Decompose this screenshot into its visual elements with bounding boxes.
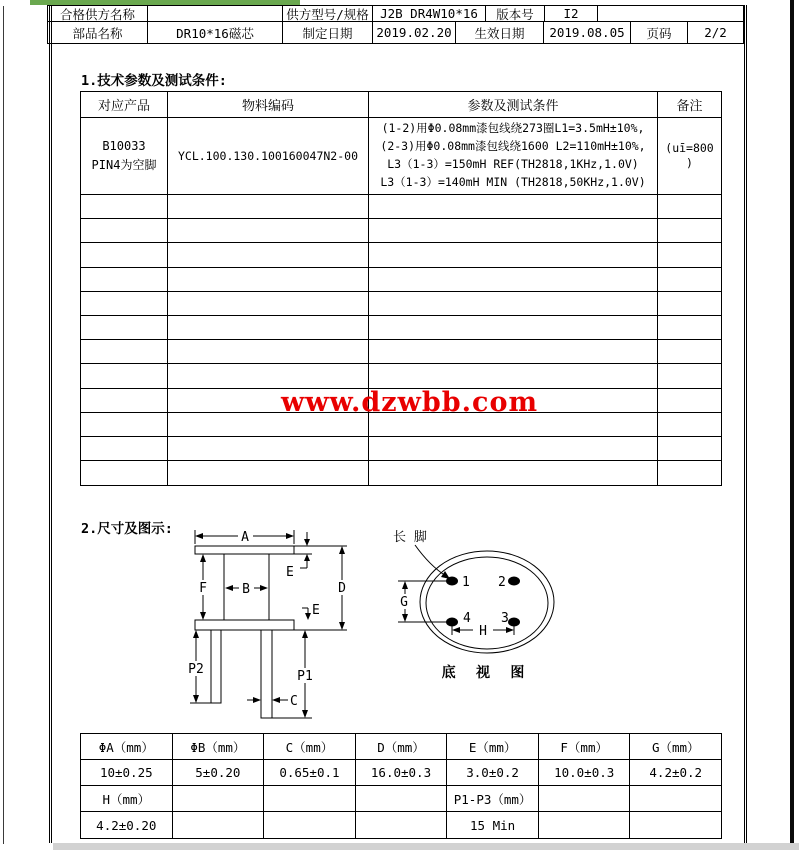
dim-label-G: G — [400, 595, 408, 610]
dim-value-C: 0.65±0.1 — [264, 760, 356, 785]
dim-empty-cell — [630, 812, 721, 838]
spec-empty-cell — [369, 437, 658, 460]
dim-value-H: 4.2±0.20 — [81, 812, 173, 838]
dim-label-D: D — [338, 581, 346, 596]
spec-empty-cell — [168, 268, 369, 291]
spec-empty-cell — [81, 243, 168, 266]
spec-empty-cell — [168, 219, 369, 242]
spec-empty-cell — [369, 219, 658, 242]
spec-empty-cell — [658, 340, 721, 363]
side-view-diagram — [150, 520, 370, 728]
pin-2-dot — [508, 577, 520, 586]
dim-empty-cell — [356, 812, 448, 838]
spec-empty-row — [81, 219, 721, 243]
effective-date-label: 生效日期 — [456, 22, 544, 43]
dim-value-phiB: 5±0.20 — [173, 760, 265, 785]
dimension-header-row — [81, 734, 721, 760]
spec-empty-cell — [81, 316, 168, 339]
spec-material-code-cell — [168, 118, 369, 194]
watermark-text: www.dzwbb.com — [281, 387, 539, 418]
document-left-double-border — [49, 5, 52, 843]
created-date-label: 制定日期 — [283, 22, 373, 43]
version-value: I2 — [545, 6, 598, 21]
dim-empty-cell — [173, 812, 265, 838]
title-block-row-2 — [48, 22, 743, 43]
spec-empty-cell — [369, 195, 658, 218]
section1-title: 1.技术参数及测试条件: — [81, 73, 227, 89]
remark-line-2: ) — [686, 156, 693, 170]
long-pin-label: 长 脚 — [393, 530, 427, 545]
top-flange — [195, 546, 294, 554]
spec-empty-cell — [369, 316, 658, 339]
spec-empty-cell — [369, 268, 658, 291]
dim-header-H: H（mm） — [81, 786, 173, 811]
spec-empty-row — [81, 316, 721, 340]
spec-empty-cell — [369, 461, 658, 485]
product-note: PIN4为空脚 — [91, 158, 157, 172]
spec-empty-row — [81, 243, 721, 267]
spec-empty-cell — [81, 340, 168, 363]
spec-header-test-conditions: 参数及测试条件 — [369, 92, 658, 117]
dim-empty-cell — [539, 786, 631, 811]
spec-empty-row — [81, 364, 721, 388]
dim-label-A: A — [241, 530, 249, 545]
spec-empty-cell — [658, 243, 721, 266]
section2-title: 2.尺寸及图示: — [81, 521, 173, 537]
dim-header-phiA: ΦA（mm） — [81, 734, 173, 759]
spec-empty-row — [81, 461, 721, 485]
part-name-value: DR10*16磁芯 — [148, 22, 283, 43]
document-right-double-border — [744, 5, 747, 843]
spec-empty-cell — [658, 219, 721, 242]
version-label: 版本号 — [486, 6, 545, 21]
pin-3-dot — [508, 618, 520, 627]
condition-line-4: L3（1-3）=140mH MIN (TH2818,50KHz,1.0V) — [380, 174, 646, 189]
spec-empty-cell — [168, 437, 369, 460]
spec-table-data-row — [81, 118, 721, 195]
condition-line-1: (1-2)用Φ0.08mm漆包线绕273圈L1=3.5mH±10%, — [381, 121, 645, 136]
dim-value-phiA: 10±0.25 — [81, 760, 173, 785]
spec-empty-row — [81, 340, 721, 364]
dim-header-C: C（mm） — [264, 734, 356, 759]
short-pin — [211, 630, 221, 703]
dim-label-C: C — [290, 694, 298, 709]
spec-empty-cell — [369, 340, 658, 363]
bottom-view-diagram — [385, 525, 600, 690]
spec-empty-cell — [81, 292, 168, 315]
remark-line-1: (uī=800 — [665, 141, 714, 156]
pin-4-dot — [446, 618, 458, 627]
page-number-label: 页码 — [631, 22, 688, 43]
spec-header-remark: 备注 — [676, 99, 703, 114]
spec-empty-cell — [369, 243, 658, 266]
dimension-header-row-2 — [81, 786, 721, 812]
pin-4-label: 4 — [463, 611, 471, 626]
supplier-name-value — [148, 6, 283, 21]
dimension-value-row-2 — [81, 812, 721, 838]
spec-empty-row — [81, 195, 721, 219]
dim-label-F: F — [199, 581, 207, 596]
dim-header-P1-P3: P1-P3（mm） — [447, 786, 539, 811]
dim-label-E-top: E — [286, 565, 294, 580]
page-number-value: 2/2 — [704, 25, 727, 40]
dim-value-P1-P3: 15 Min — [447, 812, 539, 838]
pin-1-label: 1 — [462, 575, 470, 590]
dim-empty-cell — [356, 786, 448, 811]
spec-empty-cell — [168, 316, 369, 339]
spec-empty-cell — [168, 461, 369, 485]
spec-empty-cell — [658, 292, 721, 315]
pin-3-label: 3 — [501, 611, 509, 626]
title-block-row1-spacer — [598, 6, 743, 21]
title-block-table — [47, 5, 744, 44]
long-pin — [261, 630, 272, 718]
spec-empty-row — [81, 268, 721, 292]
supplier-model-label: 供方型号/规格 — [283, 6, 373, 21]
spec-empty-cell — [81, 461, 168, 485]
spec-empty-cell — [658, 195, 721, 218]
bottom-flange — [195, 620, 294, 630]
dim-header-D: D（mm） — [356, 734, 448, 759]
spec-empty-cell — [81, 437, 168, 460]
dimension-value-row — [81, 760, 721, 786]
spec-empty-cell — [658, 413, 721, 436]
spec-empty-row — [81, 292, 721, 316]
spec-table-header-row — [81, 92, 721, 118]
dim-empty-cell — [539, 812, 631, 838]
dim-value-E: 3.0±0.2 — [447, 760, 539, 785]
dim-value-F: 10.0±0.3 — [539, 760, 631, 785]
dim-empty-cell — [264, 812, 356, 838]
dim-label-E-bottom: E — [312, 603, 320, 618]
dim-label-H: H — [479, 624, 487, 639]
dim-header-E: E（mm） — [447, 734, 539, 759]
spec-empty-row — [81, 437, 721, 461]
dimension-table — [80, 733, 722, 839]
spec-empty-cell — [658, 461, 721, 485]
dim-value-D: 16.0±0.3 — [356, 760, 448, 785]
dim-label-P1: P1 — [297, 669, 313, 684]
bottom-view-caption: 底 视 图 — [441, 665, 531, 681]
dim-value-G: 4.2±0.2 — [649, 765, 703, 780]
dim-empty-cell — [630, 786, 721, 811]
title-block-row-1 — [48, 6, 743, 22]
spec-empty-cell — [81, 195, 168, 218]
spec-empty-cell — [168, 195, 369, 218]
created-date-value: 2019.02.20 — [373, 22, 456, 43]
dim-label-B: B — [242, 582, 250, 597]
spec-empty-cell — [369, 364, 658, 387]
spec-empty-cell — [658, 316, 721, 339]
page-right-edge-line — [790, 0, 794, 850]
condition-line-2: (2-3)用Φ0.08mm漆包线绕1600 L2=110mH±10%, — [380, 139, 646, 154]
spec-empty-cell — [658, 364, 721, 387]
spec-empty-cell — [81, 364, 168, 387]
spec-empty-cell — [658, 268, 721, 291]
page-left-edge-line — [3, 6, 4, 844]
spec-empty-cell — [168, 364, 369, 387]
bottom-scrollbar-track — [53, 843, 799, 850]
condition-line-3: L3（1-3）=150mH REF(TH2818,1KHz,1.0V) — [387, 157, 639, 171]
product-code: B10033 — [102, 138, 146, 153]
spec-empty-cell — [658, 437, 721, 460]
spec-empty-cell — [369, 292, 658, 315]
inner-body-outline — [426, 557, 548, 649]
dim-empty-cell — [264, 786, 356, 811]
spec-empty-cell — [168, 292, 369, 315]
spec-remark-cell — [658, 118, 721, 194]
supplier-model-value: J2B DR4W10*16 — [373, 6, 486, 21]
dim-header-G: G（mm） — [651, 739, 700, 755]
spec-product-cell — [81, 118, 168, 194]
pin-2-label: 2 — [498, 575, 506, 590]
spec-empty-cell — [168, 340, 369, 363]
spec-empty-cell — [81, 389, 168, 412]
dim-label-P2: P2 — [188, 662, 204, 677]
spec-empty-cell — [81, 413, 168, 436]
spec-empty-cell — [81, 268, 168, 291]
dim-header-phiB: ΦB（mm） — [173, 734, 265, 759]
pin-1-dot — [446, 577, 458, 586]
spec-table — [80, 91, 722, 486]
spec-header-product: 对应产品 — [81, 92, 168, 117]
dim-empty-cell — [173, 786, 265, 811]
supplier-name-label: 合格供方名称 — [48, 6, 148, 21]
material-code: YCL.100.130.100160047N2-00 — [177, 149, 358, 163]
spec-empty-cell — [81, 219, 168, 242]
spec-empty-cell — [168, 243, 369, 266]
spec-empty-cell — [658, 389, 721, 412]
spec-conditions-cell — [369, 118, 658, 194]
dim-header-F: F（mm） — [539, 734, 631, 759]
part-name-label: 部品名称 — [48, 22, 148, 43]
spec-header-material-code: 物料编码 — [168, 92, 369, 117]
effective-date-value: 2019.08.05 — [544, 22, 631, 43]
